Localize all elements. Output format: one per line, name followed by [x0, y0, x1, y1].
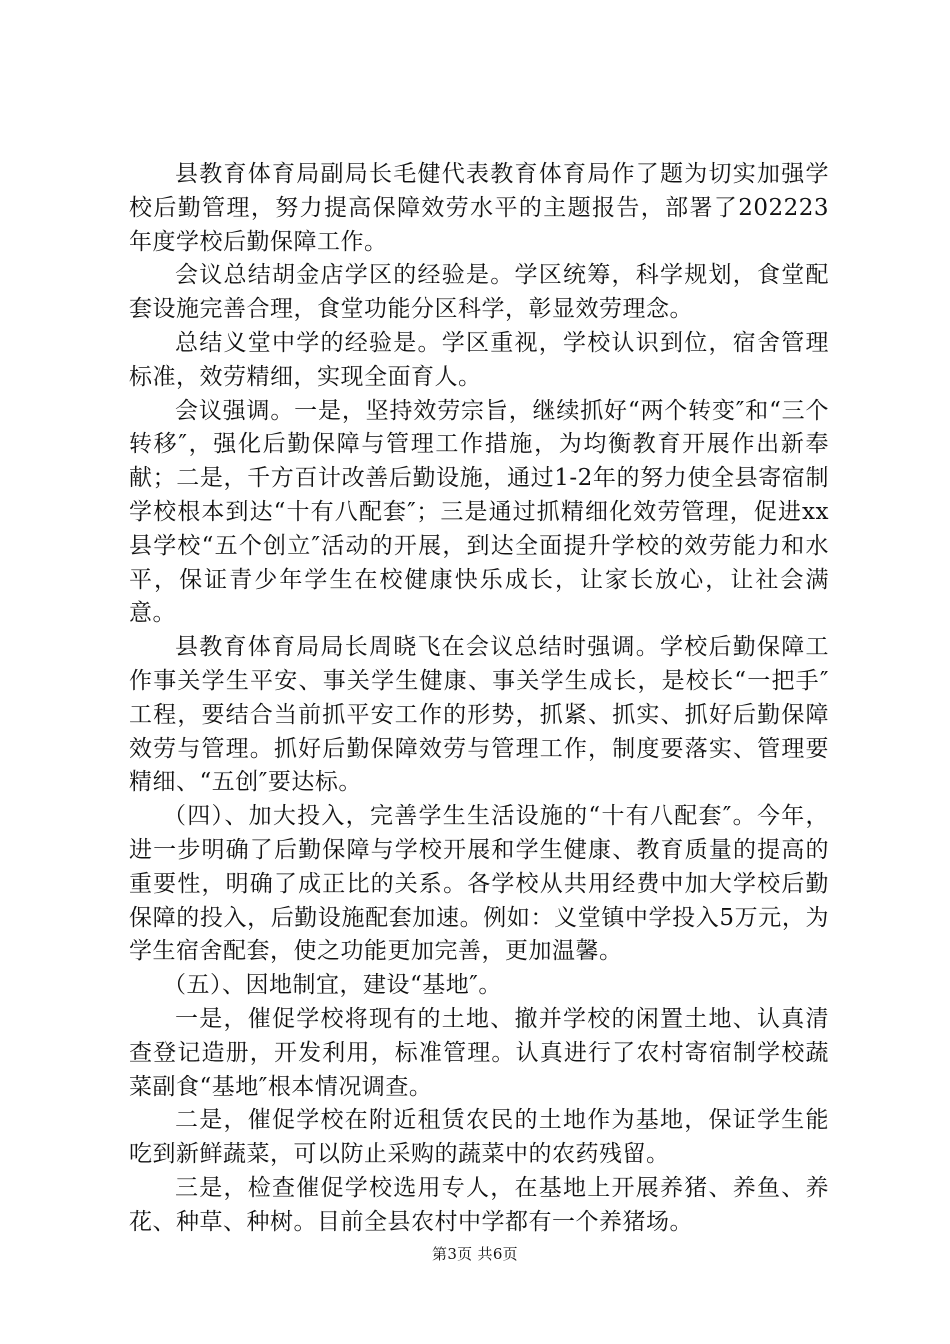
paragraph-meeting-emphasis: 会议强调。一是，坚持效劳宗旨，继续抓好“两个转变″和“三个转移″，强化后勤保障与管理工作措施，为均衡教育开展作出新奉献；二是，千方百计改善后勤设施，通过1-2年的努力使全县寄宿制学校根本到达“十有八配套″；三是通过抓精细化效劳管理，促进xx县学校“五个创立″活动的开展，到达全面提升学校的效劳能力和水平，保证青少年学生在校健康快乐成长，让家长放心，让社会满意。 [129, 397, 829, 627]
paragraph-report: 县教育体育局副局长毛健代表教育体育局作了题为切实加强学校后勤管理，努力提高保障效劳水平的主题报告，部署了202223年度学校后勤保障工作。 [129, 161, 829, 255]
paragraph-point-two: 二是，催促学校在附近租赁农民的土地作为基地，保证学生能吃到新鲜蔬菜，可以防止采购的蔬菜中的农药残留。 [129, 1107, 829, 1168]
document-body [129, 158, 829, 1240]
paragraph-yitang-experience: 总结义堂中学的经验是。学区重视，学校认识到位，宿舍管理标准，效劳精细，实现全面育人。 [129, 329, 829, 390]
section-four-investment: （四）、加大投入，完善学生生活设施的“十有八配套″。今年，进一步明确了后勤保障与学校开展和学生健康、教育质量的提高的重要性，明确了成正比的关系。各学校从共用经费中加大学校后勤保障的投入，后勤设施配套加速。例如：义堂镇中学投入5万元，为学生宿舍配套，使之功能更加完善，更加温馨。 [129, 803, 829, 965]
section-five-heading: （五）、因地制宜，建设“基地″。 [163, 972, 502, 999]
paragraph-point-one: 一是，催促学校将现有的土地、撤并学校的闲置土地、认真清查登记造册，开发利用，标准管理。认真进行了农村寄宿制学校蔬菜副食“基地″根本情况调查。 [129, 1005, 829, 1100]
page-number: 第3页 共6页 [432, 1245, 518, 1263]
paragraph-hujindian-experience: 会议总结胡金店学区的经验是。学区统筹，科学规划，食堂配套设施完善合理，食堂功能分区科学，彰显效劳理念。 [129, 262, 829, 323]
paragraph-director-summary: 县教育体育局局长周晓飞在会议总结时强调。学校后勤保障工作事关学生平安、事关学生健康、事关学生成长，是校长“一把手″工程，要结合当前抓平安工作的形势，抓紧、抓实、抓好后勤保障效劳与管理。抓好后勤保障效劳与管理工作，制度要落实、管理要精细、“五创″要达标。 [129, 634, 829, 796]
paragraph-point-three: 三是，检查催促学校选用专人，在基地上开展养猪、养鱼、养花、种草、种树。目前全县农村中学都有一个养猪场。 [129, 1174, 829, 1235]
